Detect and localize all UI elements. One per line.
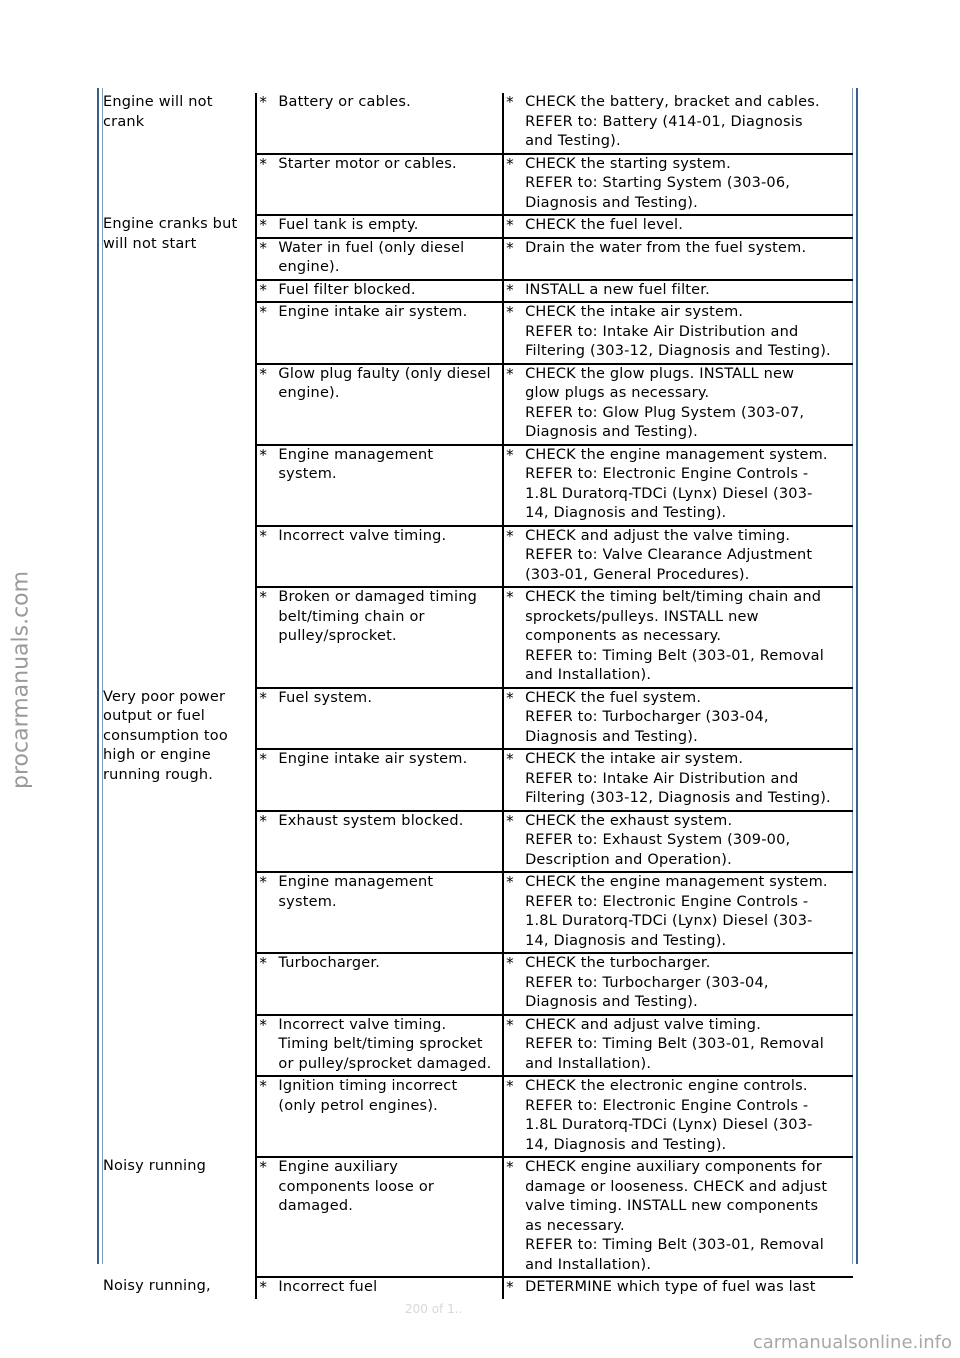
cause-item [257,1158,502,1217]
cause-item [257,812,502,832]
action-cell [503,364,853,445]
action-cell [503,872,853,953]
asterisk-bullet-icon: * [259,93,268,111]
table-row [103,688,853,750]
cause-text: Incorrect fuel [278,1279,378,1295]
asterisk-bullet-icon: * [259,445,268,464]
asterisk-bullet-icon: * [259,154,268,173]
cause-item [257,365,502,404]
cause-cell [256,688,503,750]
asterisk-bullet-icon: * [259,688,268,707]
cause-text: Engine management system. [278,874,434,910]
cause-item [257,588,502,647]
cause-text: Battery or cables. [278,94,411,110]
diagnosis-table [103,93,853,1299]
cause-item [257,954,502,974]
asterisk-bullet-icon: * [259,873,268,891]
table-row [103,215,853,238]
cause-cell [256,1076,503,1157]
action-text: INSTALL a new fuel filter. [525,281,710,298]
action-cell [503,280,853,303]
cause-item [257,527,502,547]
cause-cell [256,1277,503,1299]
asterisk-bullet-icon: * [259,750,268,768]
action-item [504,689,853,748]
action-cell [503,587,853,688]
asterisk-bullet-icon: * [506,216,514,234]
action-item [504,303,853,362]
asterisk-bullet-icon: * [506,93,514,111]
diagnosis-table-body [103,93,853,1299]
asterisk-bullet-icon: * [259,1015,268,1034]
cause-cell [256,364,503,445]
cause-cell [256,587,503,688]
action-item [504,1158,853,1275]
cause-item [257,873,502,912]
action-text: CHECK the glow plugs. INSTALL new glow plugs as necessary. REFER to: Glow Plug System (303-07, Diagnosis and Testing). [525,365,805,440]
action-cell [503,238,853,280]
cause-cell [256,872,503,953]
page-number: 200 of 1.. [405,1302,463,1316]
cause-cell [256,749,503,811]
cause-cell [256,445,503,526]
condition-text: Engine will not crank [103,94,213,130]
asterisk-bullet-icon: * [259,526,268,545]
asterisk-bullet-icon: * [259,238,268,257]
cause-text: Fuel filter blocked. [278,281,416,298]
asterisk-bullet-icon: * [259,216,268,234]
action-cell [503,1076,853,1157]
table-row [103,1157,853,1277]
action-item [504,365,853,443]
action-item [504,281,853,301]
action-item [504,239,853,259]
action-item [504,954,853,1013]
asterisk-bullet-icon: * [506,364,514,383]
cause-item [257,750,502,770]
action-item [504,1278,853,1298]
action-item [504,155,853,214]
cause-cell [256,215,503,238]
condition-text: Noisy running, [103,1278,211,1294]
asterisk-bullet-icon: * [506,811,514,830]
cause-text: Ignition timing incorrect (only petrol engines). [278,1078,458,1114]
cause-text: Starter motor or cables. [278,155,457,172]
asterisk-bullet-icon: * [259,954,268,972]
action-cell [503,445,853,526]
action-text: Drain the water from the fuel system. [525,239,807,256]
asterisk-bullet-icon: * [506,873,514,891]
cause-item [257,446,502,485]
condition-cell [103,215,256,688]
action-text: CHECK the starting system. REFER to: Starting System (303-06, Diagnosis and Testing). [525,155,791,211]
cause-cell [256,302,503,364]
action-item [504,446,853,524]
asterisk-bullet-icon: * [259,1278,268,1296]
action-item [504,1077,853,1155]
cause-item [257,281,502,301]
asterisk-bullet-icon: * [506,750,514,768]
condition-cell [103,1277,256,1299]
action-item [504,873,853,951]
cause-text: Engine intake air system. [278,304,468,320]
cause-item [257,303,502,323]
asterisk-bullet-icon: * [506,154,514,173]
cause-cell [256,154,503,216]
action-text: CHECK the battery, bracket and cables. REFER to: Battery (414-01, Diagnosis and Testing). [525,94,820,149]
condition-text: Engine cranks but will not start [103,216,238,252]
cause-text: Turbocharger. [278,955,381,971]
condition-text: Very poor power output or fuel consumption too high or engine running rough. [103,688,228,783]
cause-item [257,689,502,709]
action-text: CHECK the turbocharger. REFER to: Turbocharger (303-04, Diagnosis and Testing). [525,955,769,1010]
bottom-watermark: carmanualsonline.info [752,1332,952,1353]
cause-text: Engine intake air system. [278,751,468,767]
action-text: CHECK the exhaust system. REFER to: Exhaust System (309-00, Description and Operation). [525,812,791,868]
action-item [504,527,853,586]
cause-item [257,1278,502,1298]
asterisk-bullet-icon: * [506,238,514,257]
asterisk-bullet-icon: * [506,1077,514,1095]
action-item [504,812,853,871]
asterisk-bullet-icon: * [259,1158,268,1176]
side-watermark: procarmanuals.com [8,570,34,790]
asterisk-bullet-icon: * [506,280,514,299]
action-cell [503,749,853,811]
action-item [504,216,853,236]
cause-text: Engine management system. [278,446,434,482]
action-cell [503,302,853,364]
cause-cell [256,1015,503,1077]
action-text: CHECK and adjust valve timing. REFER to: Timing Belt (303-01, Removal and Installation). [525,1016,824,1072]
cause-cell [256,1157,503,1277]
cause-text: Exhaust system blocked. [278,812,464,829]
action-text: CHECK and adjust the valve timing. REFER to: Valve Clearance Adjustment (303-01, General Procedures). [525,527,813,583]
condition-cell [103,688,256,1158]
action-cell [503,953,853,1015]
asterisk-bullet-icon: * [259,811,268,830]
cause-cell [256,93,503,154]
action-cell [503,1277,853,1299]
asterisk-bullet-icon: * [506,303,514,321]
cause-cell [256,238,503,280]
condition-cell [103,1157,256,1277]
action-cell [503,688,853,750]
action-cell [503,1015,853,1077]
asterisk-bullet-icon: * [506,954,514,972]
cause-text: Water in fuel (only diesel engine). [278,239,465,275]
asterisk-bullet-icon: * [506,526,514,545]
cause-item [257,1016,502,1075]
action-text: CHECK the fuel system. REFER to: Turbocharger (303-04, Diagnosis and Testing). [525,689,769,745]
asterisk-bullet-icon: * [259,1077,268,1095]
asterisk-bullet-icon: * [506,445,514,464]
table-row [103,93,853,154]
asterisk-bullet-icon: * [506,1278,514,1296]
cause-text: Glow plug faulty (only diesel engine). [278,365,491,401]
asterisk-bullet-icon: * [259,303,268,321]
action-text: CHECK the engine management system. REFER to: Electronic Engine Controls - 1.8L Duratorq-TDCi (Lynx) Diesel (303- 14, Diagnosis and Testing). [525,874,828,949]
table-row [103,1277,853,1299]
cause-item [257,239,502,278]
cause-item [257,155,502,175]
action-text: CHECK the fuel level. [525,217,684,233]
cause-text: Broken or damaged timing belt/timing chain or pulley/sprocket. [278,589,478,644]
action-cell [503,526,853,588]
asterisk-bullet-icon: * [506,1158,514,1176]
cause-item [257,93,502,113]
action-cell [503,215,853,238]
cause-cell [256,280,503,303]
condition-cell [103,93,256,215]
cause-text: Incorrect valve timing. Timing belt/timing sprocket or pulley/sprocket damaged. [278,1016,492,1072]
asterisk-bullet-icon: * [506,588,514,606]
cause-text: Engine auxiliary components loose or damaged. [278,1159,435,1214]
action-cell [503,93,853,154]
condition-text: Noisy running [103,1158,207,1174]
cause-cell [256,526,503,588]
action-text: CHECK the timing belt/timing chain and sprockets/pulleys. INSTALL new components as necessary. REFER to: Timing Belt (303-01, Removal and Installation). [525,589,824,683]
action-item [504,588,853,686]
action-item [504,1016,853,1075]
cause-cell [256,953,503,1015]
asterisk-bullet-icon: * [259,280,268,299]
cause-item [257,1077,502,1116]
action-text: DETERMINE which type of fuel was last [525,1279,816,1295]
asterisk-bullet-icon: * [259,588,268,606]
action-cell [503,154,853,216]
cause-text: Fuel tank is empty. [278,217,419,233]
action-text: CHECK the intake air system. REFER to: Intake Air Distribution and Filtering (303-12, Diagnosis and Testing). [525,304,831,359]
asterisk-bullet-icon: * [506,688,514,707]
action-cell [503,811,853,873]
action-item [504,750,853,809]
action-text: CHECK the electronic engine controls. REFER to: Electronic Engine Controls - 1.8L Duratorq-TDCi (Lynx) Diesel (303- 14, Diagnosis and Testing). [525,1078,813,1153]
cause-cell [256,811,503,873]
action-text: CHECK engine auxiliary components for damage or looseness. CHECK and adjust valve timing. INSTALL new components as necessary. REFER to: Timing Belt (303-01, Removal and Installation). [525,1159,828,1273]
action-item [504,93,853,152]
action-text: CHECK the intake air system. REFER to: Intake Air Distribution and Filtering (303-12, Diagnosis and Testing). [525,751,831,806]
cause-text: Fuel system. [278,689,373,706]
asterisk-bullet-icon: * [259,364,268,383]
cause-text: Incorrect valve timing. [278,527,447,544]
action-text: CHECK the engine management system. REFER to: Electronic Engine Controls - 1.8L Duratorq-TDCi (Lynx) Diesel (303- 14, Diagnosis and Testing). [525,446,828,521]
asterisk-bullet-icon: * [506,1015,514,1034]
cause-item [257,216,502,236]
action-cell [503,1157,853,1277]
